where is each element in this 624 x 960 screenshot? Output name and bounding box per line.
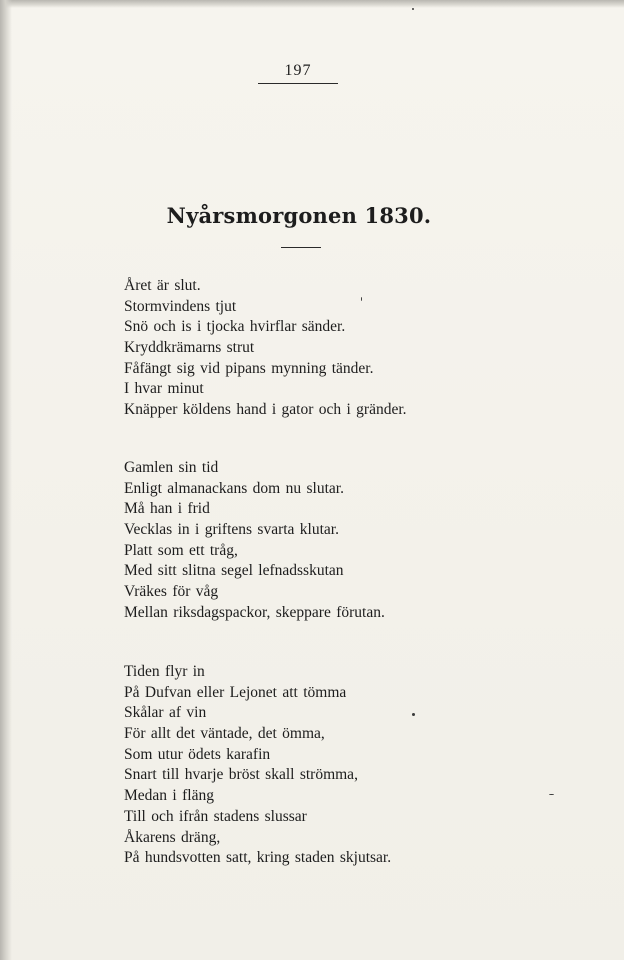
poem-line: Snart till hvarje bröst skall strömma, bbox=[124, 766, 358, 784]
stanza-1 bbox=[124, 276, 407, 421]
poem-line: Må han i frid bbox=[124, 500, 210, 518]
poem-line: Snö och is i tjocka hvirflar sänder. bbox=[124, 318, 346, 336]
page-top-edge bbox=[0, 0, 624, 8]
poem-line: Platt som ett tråg, bbox=[124, 541, 238, 559]
poem-line: I hvar minut bbox=[124, 380, 204, 398]
poem-line: Vecklas in i griftens svarta klutar. bbox=[124, 521, 339, 539]
poem-line: Gamlen sin tid bbox=[124, 459, 219, 476]
poem-line: För allt det väntade, det ömma, bbox=[124, 725, 325, 743]
stanza-2 bbox=[124, 458, 385, 624]
page-binding-edge bbox=[0, 0, 12, 960]
page-number: 197 bbox=[258, 62, 338, 84]
poem-line: Mellan riksdagspackor, skeppare förutan. bbox=[124, 603, 385, 621]
print-speck bbox=[361, 297, 362, 301]
poem-line: Vräkes för våg bbox=[124, 583, 219, 601]
stanza-3 bbox=[124, 662, 391, 869]
poem-title: Nyårsmorgonen 1830. bbox=[166, 203, 432, 228]
poem-line: Med sitt slitna segel lefnadsskutan bbox=[124, 562, 344, 580]
poem-line: Året är slut. bbox=[124, 277, 201, 294]
poem-line: Medan i fläng bbox=[124, 787, 214, 805]
poem-line: Tiden flyr in bbox=[124, 663, 205, 680]
poem-line: Åkarens dräng, bbox=[124, 828, 221, 846]
poem-line: Som utur ödets karafin bbox=[124, 745, 271, 763]
poem-line: Fåfängt sig vid pipans mynning tänder. bbox=[124, 359, 374, 377]
poem-line: Stormvindens tjut bbox=[124, 297, 237, 315]
poem-line: På Dufvan eller Lejonet att tömma bbox=[124, 683, 347, 701]
print-speck bbox=[412, 713, 415, 716]
title-divider bbox=[281, 247, 321, 248]
poem-line: Knäpper köldens hand i gator och i gränder. bbox=[124, 401, 407, 419]
print-speck bbox=[549, 794, 554, 795]
poem-line: Kryddkrämarns strut bbox=[124, 339, 255, 357]
print-speck bbox=[412, 8, 414, 10]
poem-line: Skålar af vin bbox=[124, 704, 207, 722]
poem-line: Enligt almanackans dom nu slutar. bbox=[124, 479, 344, 497]
poem-line: På hundsvotten satt, kring staden skjutsar. bbox=[124, 849, 392, 867]
poem-line: Till och ifrån stadens slussar bbox=[124, 807, 307, 825]
